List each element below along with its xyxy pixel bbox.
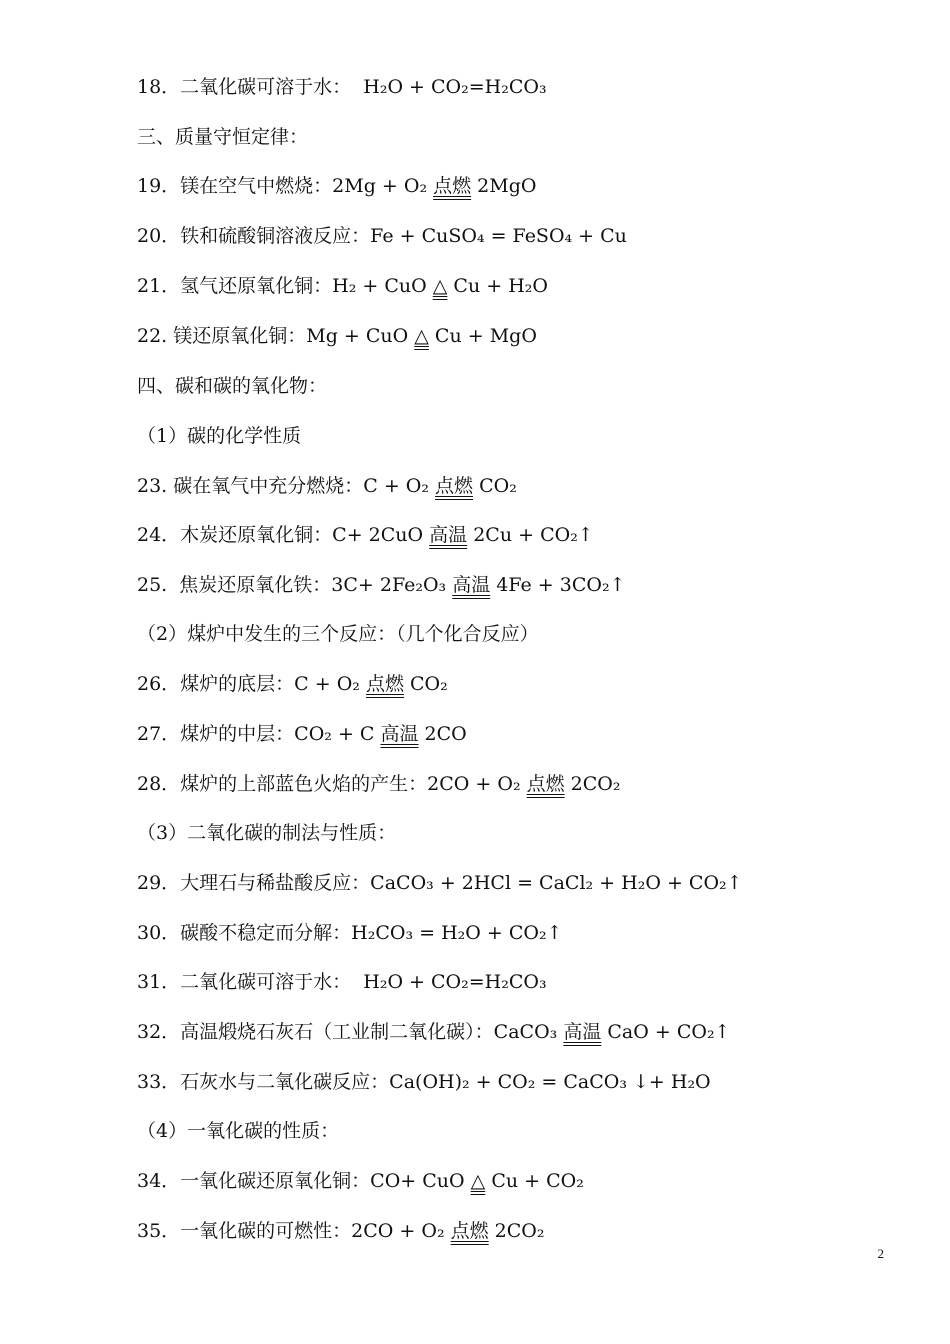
equation-line: 20．铁和硫酸铜溶液反应：Fe + CuSO₄ = FeSO₄ + Cu: [137, 225, 627, 247]
subsection-heading: （1）碳的化学性质: [137, 425, 302, 447]
equation-line: 32．高温煅烧石灰石（工业制二氧化碳）：CaCO₃ 高温 CaO + CO₂↑: [137, 1021, 731, 1043]
subsection-heading: （4）一氧化碳的性质：: [137, 1120, 340, 1142]
equation-line: 21．氢气还原氧化铜：H₂ + CuO △ Cu + H₂O: [137, 275, 548, 297]
equation-line: 31．二氧化碳可溶于水： H₂O + CO₂=H₂CO₃: [137, 971, 547, 993]
equation-line: 29．大理石与稀盐酸反应：CaCO₃ + 2HCl = CaCl₂ + H₂O + CO₂↑: [137, 872, 743, 894]
equation-line: 34．一氧化碳还原氧化铜：CO+ CuO △ Cu + CO₂: [137, 1170, 584, 1192]
equation-line: 27．煤炉的中层：CO₂ + C 高温 2CO: [137, 723, 467, 745]
page-number: 2: [877, 1246, 884, 1261]
equation-line: 24．木炭还原氧化铜：C+ 2CuO 高温 2Cu + CO₂↑: [137, 524, 594, 546]
equation-line: 30．碳酸不稳定而分解：H₂CO₃ = H₂O + CO₂↑: [137, 922, 563, 944]
equation-line: 28．煤炉的上部蓝色火焰的产生：2CO + O₂ 点燃 2CO₂: [137, 773, 621, 795]
section-heading: 四、碳和碳的氧化物：: [137, 375, 328, 397]
section-heading: 三、质量守恒定律：: [137, 126, 309, 148]
equation-line: 26．煤炉的底层：C + O₂ 点燃 CO₂: [137, 673, 448, 695]
equation-line: 19．镁在空气中燃烧：2Mg + O₂ 点燃 2MgO: [137, 175, 537, 197]
equation-line: 22. 镁还原氧化铜：Mg + CuO △ Cu + MgO: [137, 325, 537, 347]
equation-line: 18．二氧化碳可溶于水： H₂O + CO₂=H₂CO₃: [137, 76, 547, 98]
equation-line: 25. 焦炭还原氧化铁：3C+ 2Fe₂O₃ 高温 4Fe + 3CO₂↑: [137, 574, 626, 596]
equation-line: 33．石灰水与二氧化碳反应：Ca(OH)₂ + CO₂ = CaCO₃ ↓+ H₂O: [137, 1071, 711, 1093]
subsection-heading: （3）二氧化碳的制法与性质：: [137, 822, 397, 844]
equation-line: 23. 碳在氧气中充分燃烧：C + O₂ 点燃 CO₂: [137, 475, 517, 497]
subsection-heading: （2）煤炉中发生的三个反应：（几个化合反应）: [137, 623, 539, 645]
equation-line: 35．一氧化碳的可燃性：2CO + O₂ 点燃 2CO₂: [137, 1220, 545, 1242]
